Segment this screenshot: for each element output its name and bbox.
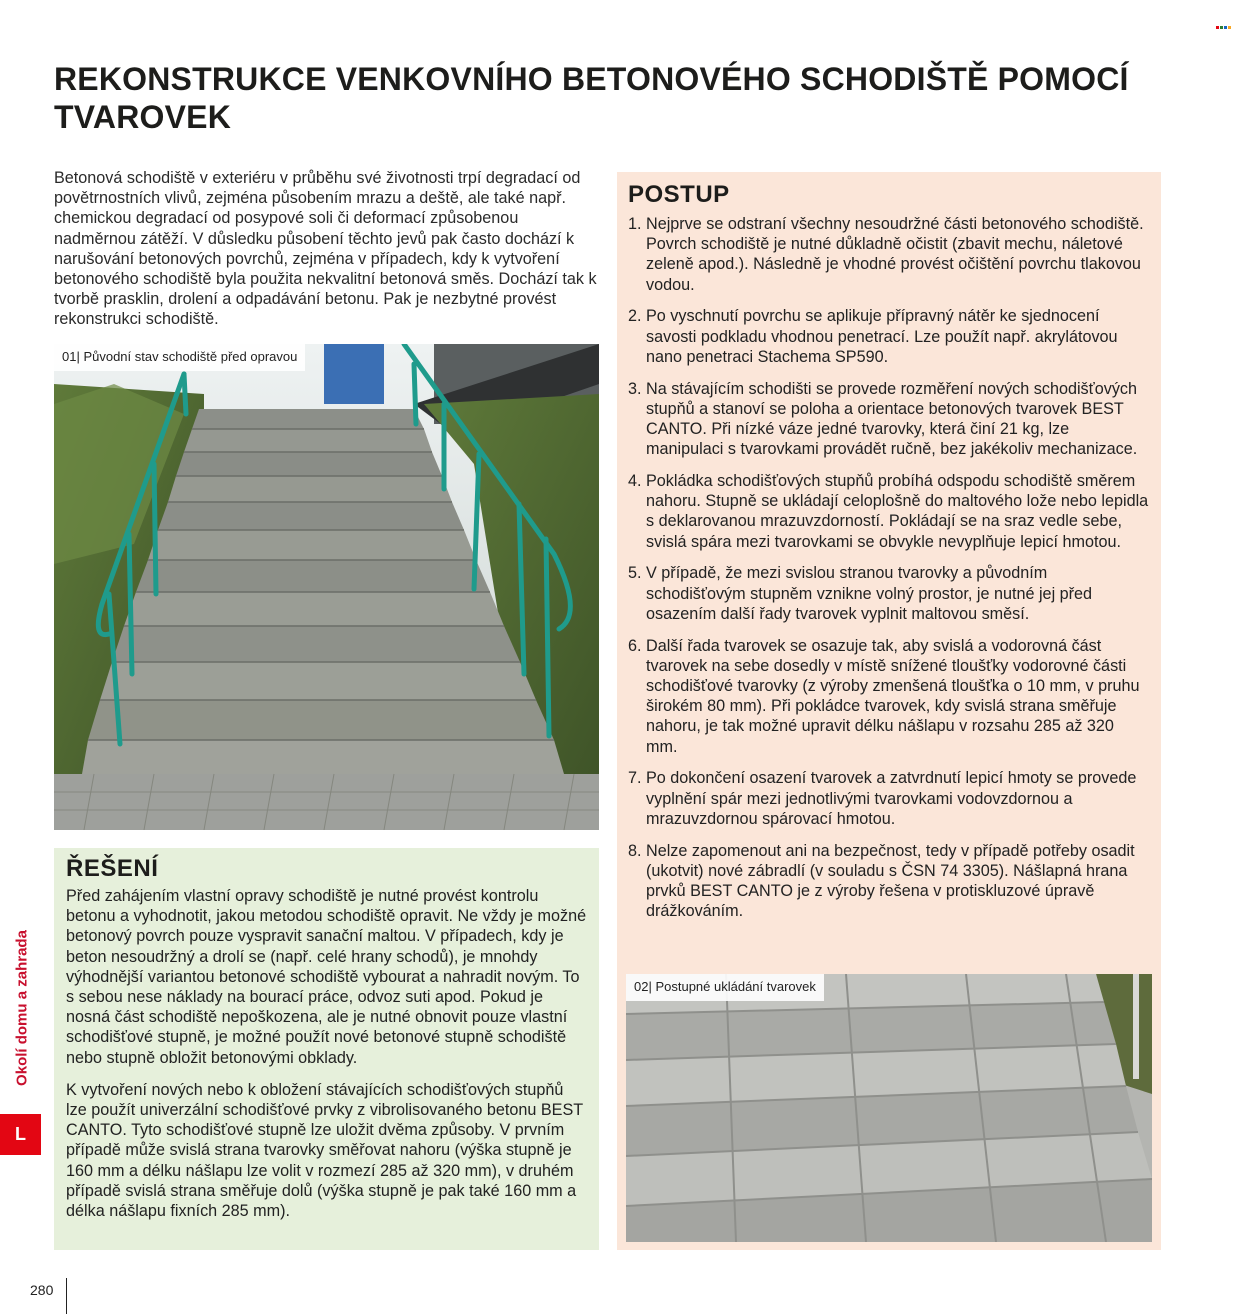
step-text: V případě, že mezi svislou stranou tvarovky a původním schodišťovým stupněm vznikne volný prostor, je nutné jej před osazením další řady tvarovek vyplnit maltovou směsí.	[646, 564, 1093, 623]
section-label	[10, 920, 34, 1096]
reseni-paragraph-2: K vytvoření nových nebo k obložení stávajících schodišťových stupňů lze použít univerzální schodišťové prvky z vibrolisovaného betonu BEST CANTO. Tyto schodišťové stupně lze uložit dvěma způsoby. V prvním případě může svislá strana tvarovky směřovat nahoru (výška stupně je 160 mm a délku nášlapu lze volit v rozmezí 285 až 320 mm), v druhém případě svislá strana směřuje dolů (výška stupně je pak také 160 mm a délka nášlapu fixních 285 mm).	[66, 1080, 583, 1221]
step-text: Na stávajícím schodišti se provede rozměření nových schodišťových stupňů a stanoví se poloha a orientace betonových tvarovek BEST CANTO. Při nízké váze jedné tvarovky, která činí 21 kg, lze manipulaci s tvarovkami provádět ručně, bez jakékoliv mechanizace.	[646, 379, 1138, 459]
photo2-caption: 02| Postupné ukládání tvarovek	[626, 974, 824, 1001]
step-number: 5.	[628, 564, 642, 583]
postup-step	[628, 768, 1149, 829]
section-tab: L	[0, 1114, 41, 1155]
photo-laying-blocks	[626, 974, 1152, 1242]
postup-step	[628, 214, 1149, 295]
step-number: 2.	[628, 307, 642, 326]
staircase-illustration	[54, 344, 599, 830]
block-steps-illustration	[626, 974, 1152, 1242]
reseni-paragraph-1: Před zahájením vlastní opravy schodiště je nutné provést kontrolu betonu a vyhodnotit, jakou metodou schodiště opravit. Ne vždy je možné betonový povrch pouze vyspravit sanační maltou. V případech, kdy je beton nesoudržný a drolí se (např. celé hrany schodů), je mnohdy výhodnější variantou betonové schodiště vybourat a nahradit novým. To s sebou nese náklady na bourací práce, odvoz suti apod. Pokud je nosná část schodiště nepoškozena, ale je nutné obnovit pouze vlastní schodišťové stupně, je možné použít nové betonové stupně schodiště nebo stupně obložit betonovými obklady.	[66, 887, 587, 1067]
section-label-text: Okolí domu a zahrada	[13, 930, 31, 1086]
page-number-rule	[66, 1278, 67, 1314]
postup-step	[628, 306, 1149, 367]
step-number: 3.	[628, 379, 642, 398]
step-number: 1.	[628, 215, 642, 233]
photo-original-staircase	[54, 344, 599, 830]
postup-step	[628, 379, 1149, 460]
step-text: Po dokončení osazení tvarovek a zatvrdnutí lepicí hmoty se provede vyplnění spár mezi jednotlivými tvarovkami vodovzdornou a mrazuvzdornou spárovací hmotou.	[646, 769, 1137, 828]
step-text: Nelze zapomenout ani na bezpečnost, tedy v případě potřeby osadit (ukotvit) nové zábradlí (v souladu s ČSN 74 3305). Nášlapná hrana prvků BEST CANTO je z výroby řešena v protiskluzové úpravě drážkováním.	[646, 841, 1135, 921]
step-number: 6.	[628, 636, 642, 655]
step-number: 7.	[628, 769, 642, 788]
photo1-caption: 01| Původní stav schodiště před opravou	[54, 344, 305, 371]
corner-color-mark	[1216, 26, 1231, 29]
step-text: Další řada tvarovek se osazuje tak, aby svislá a vodorovná část tvarovek na sebe dosedly v místě snížené tloušťky vodorovné části schodišťové tvarovky (z výroby zmenšená tloušťka o 10 mm, v pruhu širokém 80 mm). Při pokládce tvarovek, kdy svislá strana směřuje nahoru, je tak možné upravit délku nášlapu v rozsahu 285 až 320 mm.	[646, 636, 1140, 756]
postup-heading: POSTUP	[628, 181, 730, 208]
postup-step	[628, 636, 1149, 757]
page-number: 280	[30, 1282, 54, 1298]
step-text: Nejprve se odstraní všechny nesoudržné části betonového schodiště. Povrch schodiště je nutné důkladně očistit (zbavit mechu, náletové zeleně apod.). Následně je vhodné provést očištění povrchu tlakovou vodou.	[646, 215, 1144, 294]
postup-step	[628, 471, 1149, 552]
step-number: 4.	[628, 472, 642, 491]
page-title: REKONSTRUKCE VENKOVNÍHO BETONOVÉHO SCHODIŠTĚ POMOCÍ TVAROVEK	[54, 61, 1129, 135]
step-text: Po vyschnutí povrchu se aplikuje přípravný nátěr ke sjednocení savosti podkladu vhodnou penetrací. Lze použít např. akrylátovou nano penetraci Stachema SP590.	[646, 307, 1118, 366]
postup-steps	[628, 214, 1149, 921]
reseni-heading: ŘEŠENÍ	[66, 855, 159, 882]
postup-step	[628, 841, 1149, 922]
postup-step	[628, 563, 1149, 624]
step-text: Pokládka schodišťových stupňů probíhá odspodu schodiště směrem nahoru. Stupně se ukládají celoplošně do maltového lože nebo lepidla s deklarovanou mrazuvzdorností. Pokládají se na sraz vedle sebe, svislá spára mezi tvarovkami se obvykle nevyplňuje lepicí hmotou.	[646, 472, 1149, 551]
reseni-box	[54, 848, 599, 1250]
step-number: 8.	[628, 841, 642, 860]
intro-paragraph: Betonová schodiště v exteriéru v průběhu své životnosti trpí degradací od povětrnostních vlivů, zejména působením mrazu a deště, ale také např. chemickou degradací od posypové soli či deformací způsobenou nadměrnou zátěží. V důsledku působení těchto jevů pak často dochází k narušování betonových povrchů, zejména v případech, kdy k vytvoření betonového schodiště byla použita nekvalitní betonová směs. Dochází tak k tvorbě prasklin, drolení a odpadávání betonu. Pak je nezbytné provést rekonstrukci schodiště.	[54, 169, 597, 329]
